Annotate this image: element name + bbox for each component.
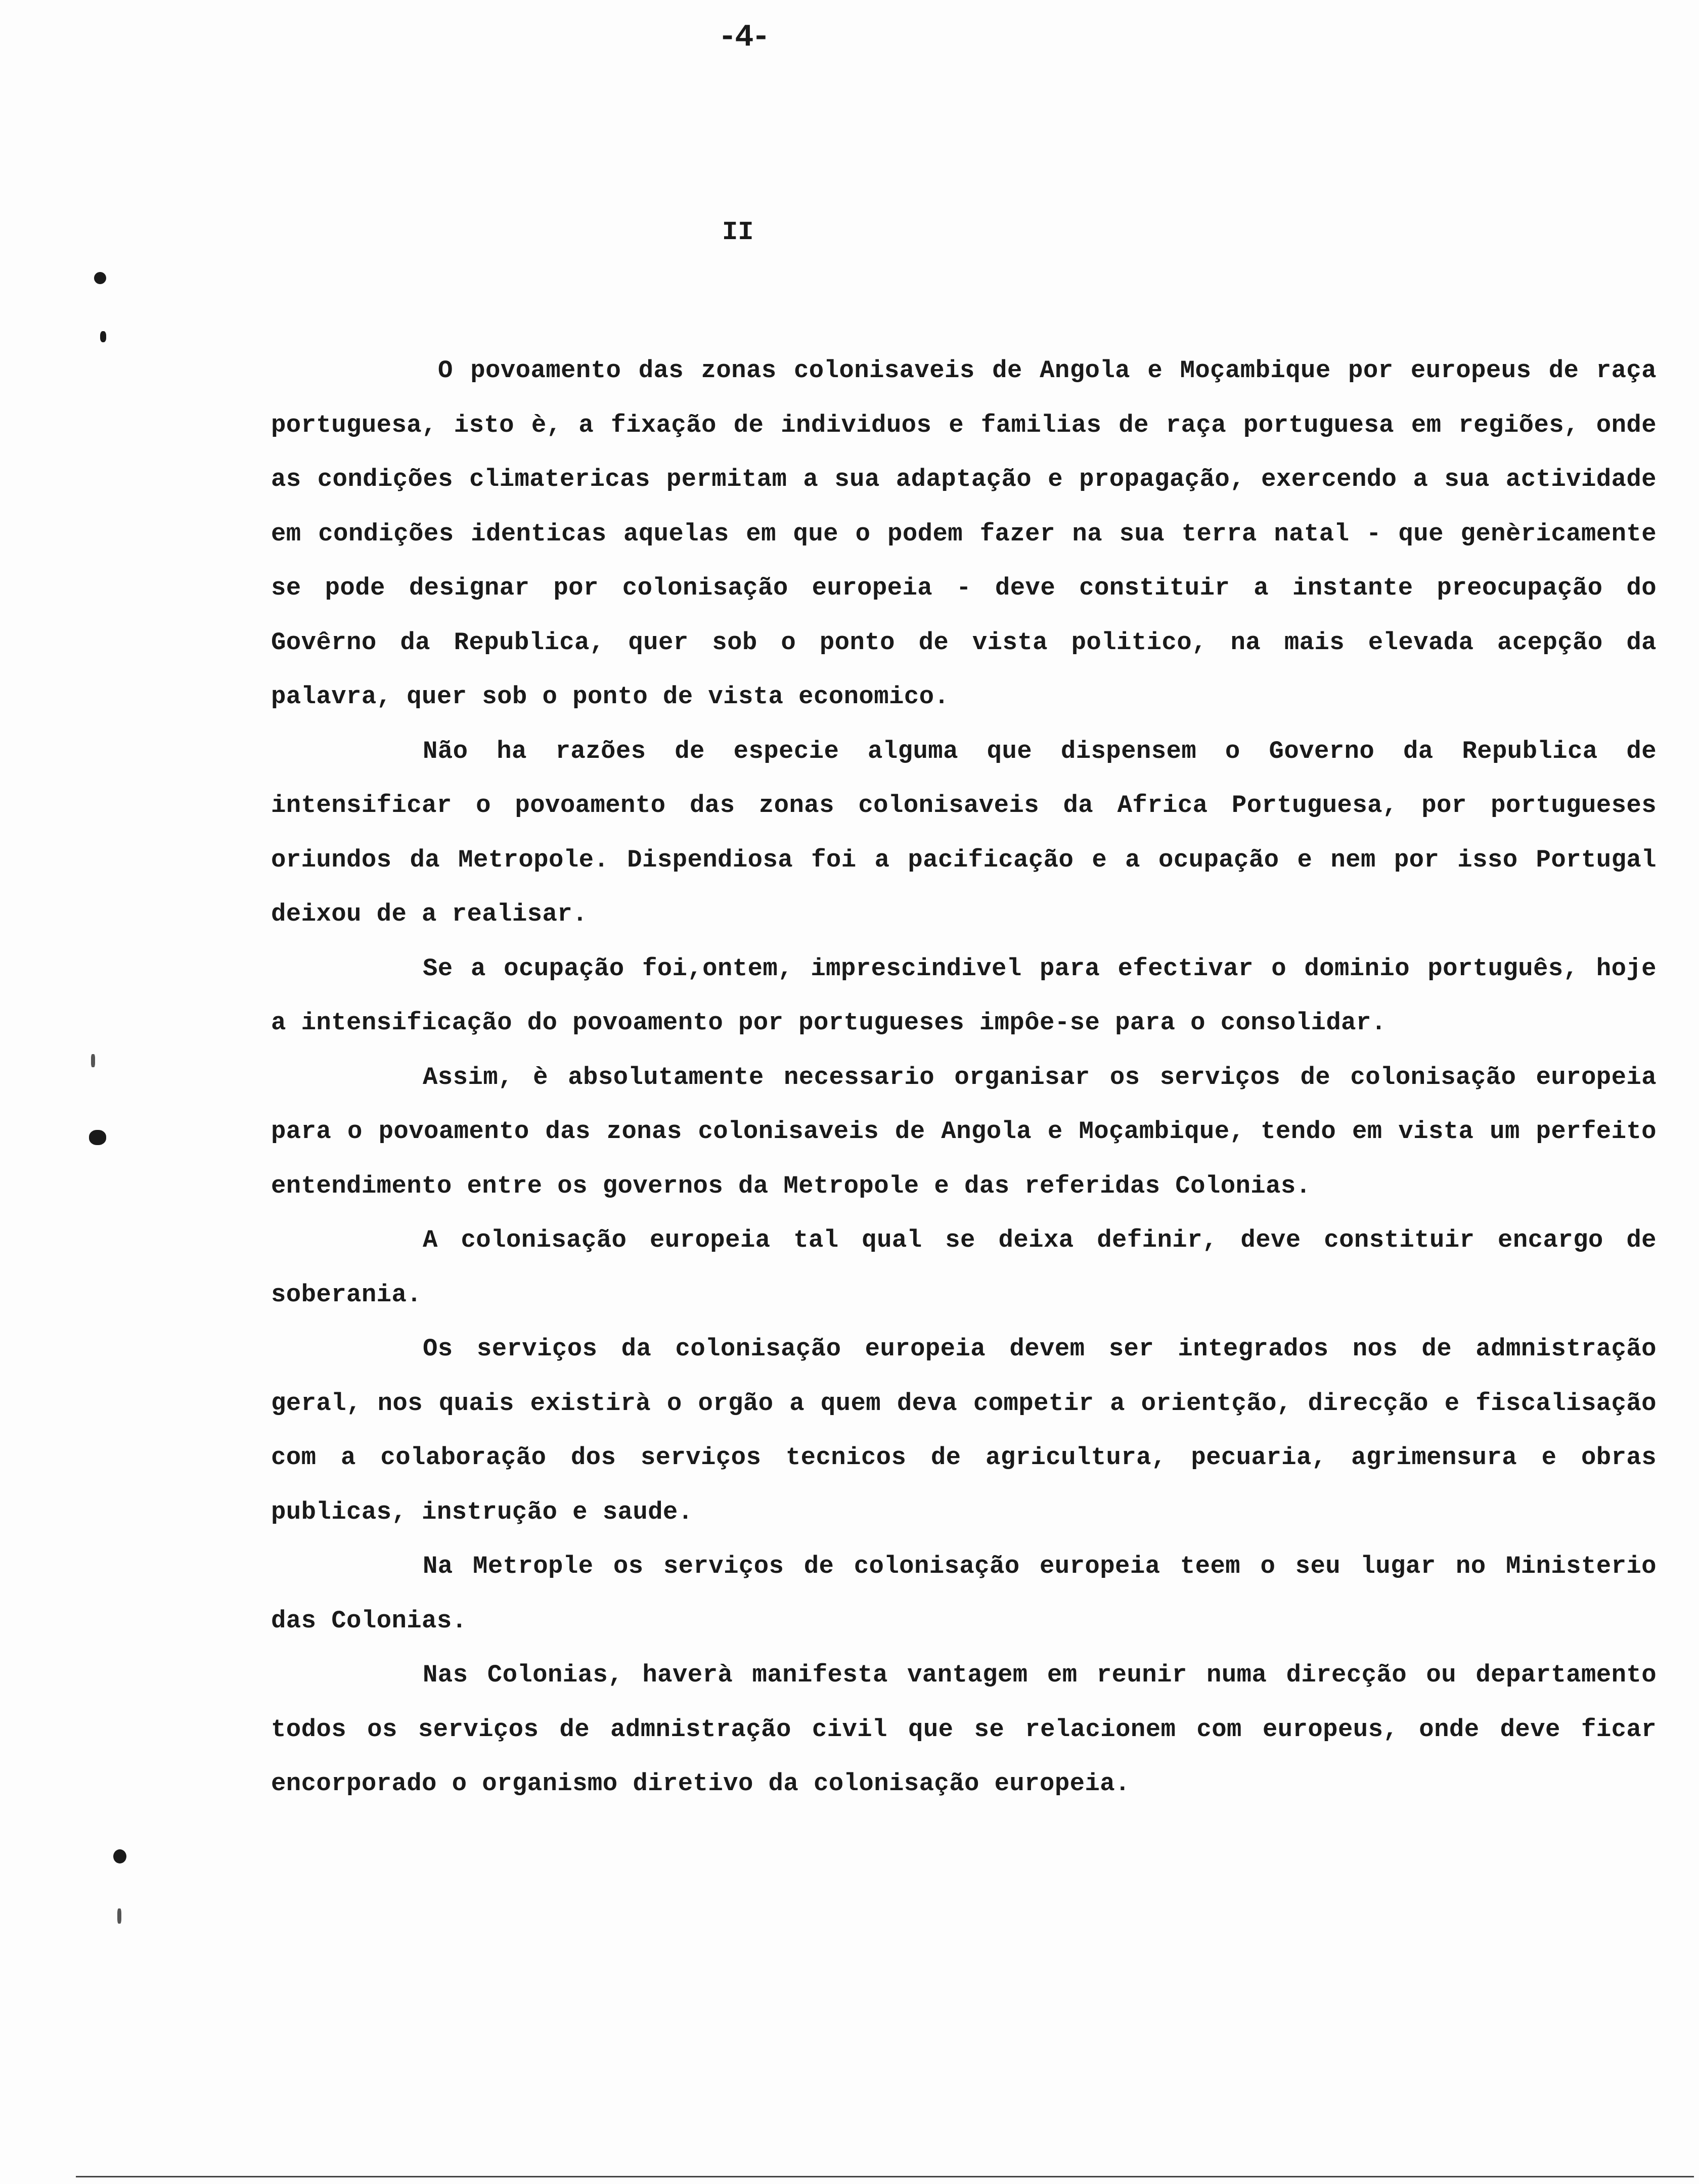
paragraph-8: Nas Colonias, haverà manifesta vantagem em reunir numa direcção ou departamento todos os serviços de admnistração civil que se relacionem com europeus, onde deve ficar encorporado o organismo diretivo da colonisação europeia.: [271, 1661, 1657, 1798]
paragraph-3: Se a ocupação foi,ontem, imprescindivel para efectivar o dominio português, hoje a intensificação do povoamento por portugueses impôe-se para o consolidar.: [271, 954, 1657, 1037]
paragraph-5: A colonisação europeia tal qual se deixa definir, deve constituir encargo de soberania.: [271, 1226, 1657, 1309]
margin-speck: [117, 1908, 121, 1924]
paragraph-6: Os serviços da colonisação europeia devem ser integrados nos de admnistração geral, nos quais existirà o orgão a quem deva competir a orientção, direcção e fiscalisação com a colaboração dos serviços tecnicos de agricultura, pecuaria, agrimensura e obras publicas, instrução e saude.: [271, 1335, 1657, 1526]
margin-speck: [91, 1054, 95, 1067]
section-heading: II: [722, 217, 754, 247]
paragraph-4: Assim, è absolutamente necessario organisar os serviços de colonisação europeia para o povoamento das zonas colonisaveis de Angola e Moçambique, tendo em vista um perfeito entendimento entre os governos da Metropole e das referidas Colonias.: [271, 1063, 1657, 1200]
bottom-edge-line: [76, 2176, 1694, 2177]
margin-speck: [89, 1130, 106, 1145]
paragraph-2: Não ha razões de especie alguma que dispensem o Governo da Republica de intensificar o povoamento das zonas colonisaveis da Africa Portuguesa, por portugueses oriundos da Metropole. Dispendiosa foi a pacificação e a ocupação e nem por isso Portugal deixou de a realisar.: [271, 737, 1657, 928]
margin-speck: [113, 1849, 126, 1863]
page-number: -4-: [718, 19, 769, 55]
margin-speck: [94, 272, 106, 284]
margin-speck: [100, 331, 106, 342]
body-text: [271, 344, 1657, 1811]
paragraph-1: O povoamento das zonas colonisaveis de Angola e Moçambique por europeus de raça portuguesa, isto è, a fixação de individuos e familias de raça portuguesa em regiões, onde as condições climatericas permitam a sua adaptação e propagação, exercendo a sua actividade em condições identicas aquelas em que o podem fazer na sua terra natal - que genèricamente se pode designar por colonisação europeia - deve constituir a instante preocupação do Govêrno da Republica, quer sob o ponto de vista politico, na mais elevada acepção da palavra, quer sob o ponto de vista economico.: [271, 356, 1657, 711]
paragraph-7: Na Metrople os serviços de colonisação europeia teem o seu lugar no Ministerio das Colonias.: [271, 1552, 1657, 1635]
